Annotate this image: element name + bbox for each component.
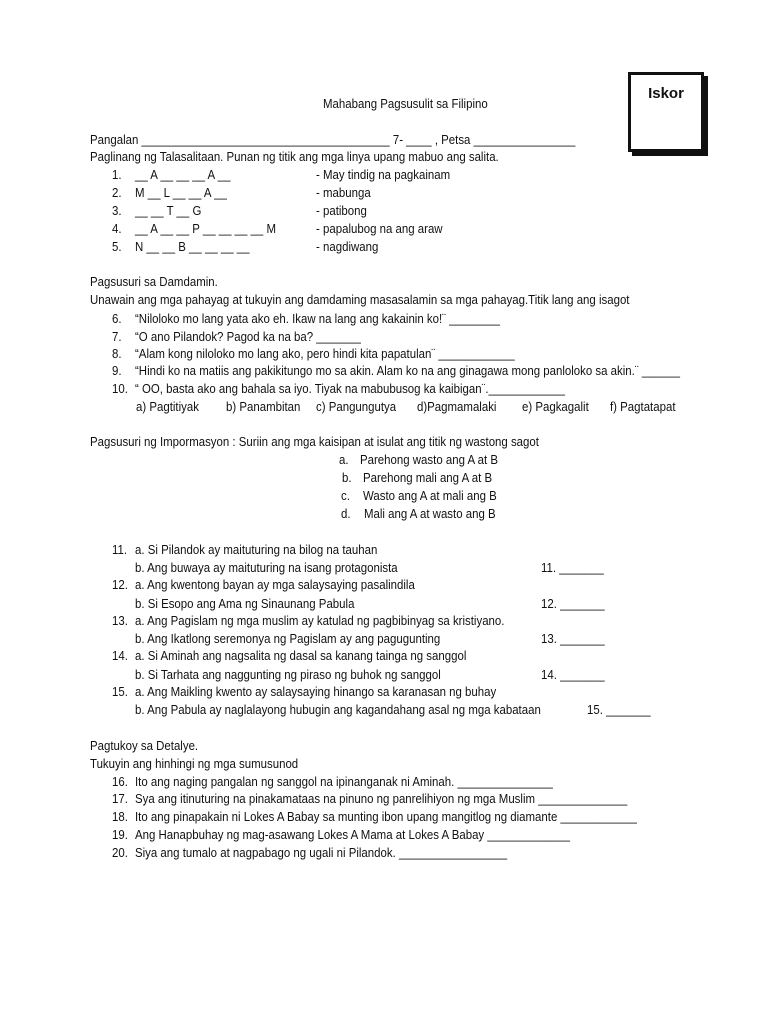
name-line: Pangalan _______________________________________ 7- ____ , Petsa ________________ <box>90 132 576 147</box>
choice-b: b) Panambitan <box>226 399 301 414</box>
word-meaning: - mabunga <box>316 185 371 200</box>
part4-heading: Pagtukoy sa Detalye. <box>90 738 199 753</box>
word-blank: M __ L __ __ A __ <box>135 185 227 200</box>
part4-instruction: Tukuyin ang hinhingi ng mga sumusunod <box>90 756 299 771</box>
option-letter: d. <box>341 506 351 521</box>
statement-b: b. Si Esopo ang Ama ng Sinaunang Pabula <box>135 596 355 611</box>
statement-a: a. Ang Pagislam ng mga muslim ay katulad ng pagbibinyag sa kristiyano. <box>135 613 505 628</box>
word-blank: __ A __ __ P __ __ __ __ M <box>135 221 277 236</box>
answer-blank: 11. _______ <box>541 560 604 575</box>
item-number: 12. <box>112 577 128 592</box>
part1-instruction: Paglinang ng Talasalitaan. Punan ng titik ang mga linya upang mabuo ang salita. <box>90 149 499 164</box>
statement-b: b. Ang Ikatlong seremonya ng Pagislam ay ang pagugunting <box>135 631 441 646</box>
option-letter: a. <box>339 452 349 467</box>
choice-e: e) Pagkagalit <box>522 399 589 414</box>
item-number: 8. <box>112 346 122 361</box>
word-meaning: - papalubog na ang araw <box>316 221 443 236</box>
detail-question: Ito ang pinapakain ni Lokes A Babay sa munting ibon upang mangitlog ng diamante ____________ <box>135 809 637 824</box>
statement-b: b. Ang buwaya ay maituturing na isang protagonista <box>135 560 398 575</box>
part3-instruction: Pagsusuri ng Impormasyon : Suriin ang mga kaisipan at isulat ang titik ng wastong sagot <box>90 434 539 449</box>
item-number: 7. <box>112 329 122 344</box>
statement-b: b. Si Tarhata ang naggunting ng piraso ng buhok ng sanggol <box>135 667 441 682</box>
item-number: 3. <box>112 203 122 218</box>
statement-text: “O ano Pilandok? Pagod ka na ba? _______ <box>135 329 361 344</box>
option-text: Mali ang A at wasto ang B <box>364 506 496 521</box>
option-text: Parehong mali ang A at B <box>363 470 493 485</box>
option-letter: b. <box>342 470 352 485</box>
option-letter: c. <box>341 488 350 503</box>
choice-c: c) Pangungutya <box>316 399 397 414</box>
word-blank: __ __ T __ G <box>135 203 202 218</box>
word-blank: __ A __ __ __ A __ <box>135 167 231 182</box>
score-label: Iskor <box>648 85 684 102</box>
item-number: 10. <box>112 381 128 396</box>
detail-question: Ito ang naging pangalan ng sanggol na ipinanganak ni Aminah. _______________ <box>135 774 553 789</box>
statement-text: “Hindi ko na matiis ang pakikitungo mo sa akin. Alam ko na ang ginagawa mong panloloko sa akin.¨ ______ <box>135 363 681 378</box>
item-number: 2. <box>112 185 122 200</box>
word-meaning: - May tindig na pagkainam <box>316 167 451 182</box>
item-number: 4. <box>112 221 122 236</box>
item-number: 19. <box>112 827 128 842</box>
item-number: 14. <box>112 648 128 663</box>
statement-a: a. Ang kwentong bayan ay mga salaysaying pasalindila <box>135 577 415 592</box>
choice-d: d)Pagmamalaki <box>417 399 497 414</box>
item-number: 17. <box>112 791 128 806</box>
part2-heading: Pagsusuri sa Damdamin. <box>90 274 218 289</box>
item-number: 6. <box>112 311 122 326</box>
item-number: 16. <box>112 774 128 789</box>
statement-text: “ OO, basta ako ang bahala sa iyo. Tiyak na mabubusog ka kaibigan¨.____________ <box>135 381 565 396</box>
part2-instruction: Unawain ang mga pahayag at tukuyin ang damdaming masasalamin sa mga pahayag.Titik lang ang isagot <box>90 292 630 307</box>
item-number: 20. <box>112 845 128 860</box>
statement-text: “Niloloko mo lang yata ako eh. Ikaw na lang ang kakainin ko!¨ ________ <box>135 311 501 326</box>
detail-question: Siya ang tumalo at nagpabago ng ugali ni Pilandok. _________________ <box>135 845 508 860</box>
option-text: Parehong wasto ang A at B <box>360 452 499 467</box>
item-number: 11. <box>112 542 128 557</box>
answer-blank: 13. _______ <box>541 631 605 646</box>
statement-a: a. Ang Maikling kwento ay salaysaying hinango sa karanasan ng buhay <box>135 684 497 699</box>
statement-a: a. Si Pilandok ay maituturing na bilog na tauhan <box>135 542 378 557</box>
answer-blank: 14. _______ <box>541 667 605 682</box>
word-meaning: - patibong <box>316 203 367 218</box>
item-number: 18. <box>112 809 128 824</box>
detail-question: Sya ang itinuturing na pinakamataas na pinuno ng panrelihiyon ng mga Muslim ______________ <box>135 791 628 806</box>
answer-blank: 12. _______ <box>541 596 605 611</box>
statement-a: a. Si Aminah ang nagsalita ng dasal sa kanang tainga ng sanggol <box>135 648 467 663</box>
item-number: 15. <box>112 684 128 699</box>
choice-f: f) Pagtatapat <box>610 399 676 414</box>
statement-b: b. Ang Pabula ay naglalayong hubugin ang kagandahang asal ng mga kabataan <box>135 702 541 717</box>
word-meaning: - nagdiwang <box>316 239 379 254</box>
answer-blank: 15. _______ <box>587 702 651 717</box>
item-number: 13. <box>112 613 128 628</box>
item-number: 9. <box>112 363 122 378</box>
word-blank: N __ __ B __ __ __ __ <box>135 239 250 254</box>
item-number: 5. <box>112 239 122 254</box>
item-number: 1. <box>112 167 122 182</box>
page-title: Mahabang Pagsusulit sa Filipino <box>323 96 488 111</box>
detail-question: Ang Hanapbuhay ng mag-asawang Lokes A Mama at Lokes A Babay _____________ <box>135 827 571 842</box>
score-box <box>628 72 704 152</box>
choice-a: a) Pagtitiyak <box>136 399 199 414</box>
statement-text: “Alam kong niloloko mo lang ako, pero hindi kita papatulan¨ ____________ <box>135 346 515 361</box>
option-text: Wasto ang A at mali ang B <box>363 488 497 503</box>
